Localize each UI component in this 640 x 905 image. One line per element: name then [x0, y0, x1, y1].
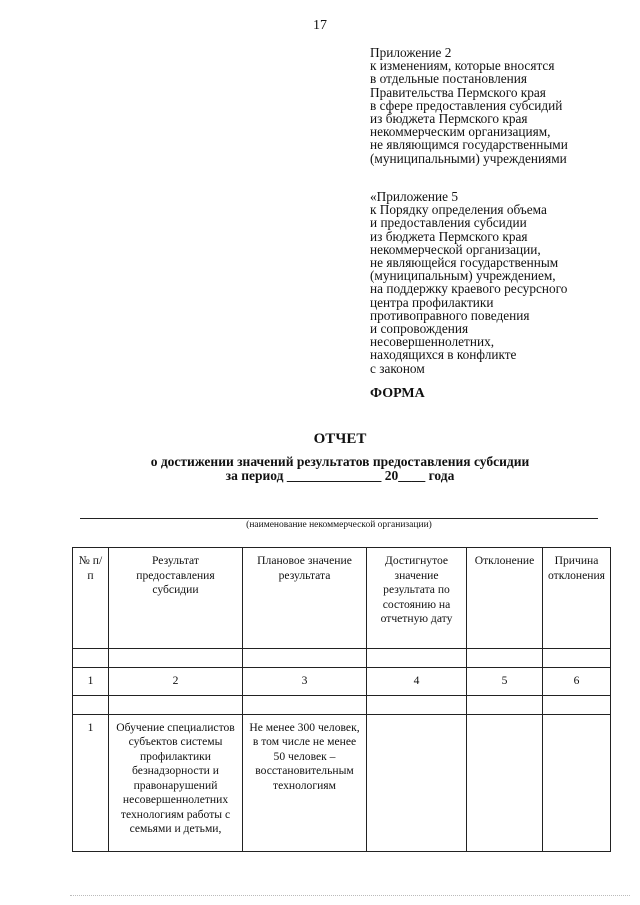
header-cell-result: Результат предоставления субсидии	[109, 548, 243, 649]
column-number: 4	[367, 668, 467, 696]
appendix-line: «Приложение 5	[370, 189, 458, 204]
page-number: 17	[313, 18, 327, 33]
page-bottom-edge	[70, 895, 630, 896]
appendix-line: не являющимся государственными	[370, 137, 568, 153]
column-number: 1	[73, 668, 109, 696]
appendix-line: Правительства Пермского края	[370, 84, 546, 100]
appendix-line: несовершеннолетних,	[370, 334, 495, 350]
table-gap-row	[73, 649, 611, 668]
appendix-line: с законом	[370, 360, 425, 376]
column-number: 3	[243, 668, 367, 696]
appendix-line: и предоставления субсидии	[370, 215, 527, 231]
column-number: 5	[467, 668, 543, 696]
appendix-line: в сфере предоставления субсидий	[370, 97, 563, 113]
table-row	[73, 714, 611, 851]
org-name-line	[80, 518, 598, 519]
row-reason	[543, 714, 611, 851]
row-number: 1	[73, 714, 109, 851]
appendix-line: некоммерческой организации,	[370, 241, 541, 257]
form-label: ФОРМА	[370, 386, 425, 401]
appendix-header-2	[370, 46, 568, 165]
appendix-line: к изменениям, которые вносятся	[370, 58, 555, 74]
header-cell-number: № п/п	[73, 548, 109, 649]
row-result: Обучение специалистов субъектов системы профилактики безнадзорности и правонарушений несовершеннолетних технологиям работы с семьями и детьми,	[109, 714, 243, 851]
appendix-line: Приложение 2	[370, 45, 452, 60]
appendix-line: (муниципальным) учреждением,	[370, 268, 556, 284]
header-cell-reason: Причина отклонения	[543, 548, 611, 649]
appendix-line: центра профилактики	[370, 294, 494, 310]
report-period: за период ______________ 20____ года	[225, 468, 455, 483]
row-deviation	[467, 714, 543, 851]
report-table	[72, 547, 611, 852]
column-number: 6	[543, 668, 611, 696]
report-subtitle: о достижении значений результатов предоставления субсидии	[150, 454, 530, 469]
header-cell-planned: Плановое значение результата	[243, 548, 367, 649]
table-gap-row	[73, 695, 611, 714]
appendix-line: не являющейся государственным	[370, 255, 559, 271]
header-cell-deviation: Отклонение	[467, 548, 543, 649]
report-title: ОТЧЕТ	[313, 431, 367, 447]
appendix-line: из бюджета Пермского края	[370, 228, 528, 244]
appendix-line: некоммерческим организациям,	[370, 124, 551, 140]
table-header-row	[73, 548, 611, 649]
header-cell-achieved: Достигнутое значение результата по состоянию на отчетную дату	[367, 548, 467, 649]
appendix-line: из бюджета Пермского края	[370, 111, 528, 127]
row-achieved	[367, 714, 467, 851]
column-number: 2	[109, 668, 243, 696]
org-name-caption: (наименование некоммерческой организации)	[246, 520, 432, 530]
appendix-line: противоправного поведения	[370, 307, 530, 323]
appendix-line: находящихся в конфликте	[370, 347, 517, 363]
appendix-line: (муниципальными) учреждениями	[370, 150, 567, 166]
appendix-line: и сопровождения	[370, 321, 469, 337]
appendix-line: к Порядку определения объема	[370, 202, 547, 218]
appendix-line: на поддержку краевого ресурсного	[370, 281, 568, 297]
appendix-header-5	[370, 190, 567, 375]
row-planned: Не менее 300 человек, в том числе не менее 50 человек – восстановительным технологиям	[243, 714, 367, 851]
appendix-line: в отдельные постановления	[370, 71, 527, 87]
column-number-row	[73, 668, 611, 696]
